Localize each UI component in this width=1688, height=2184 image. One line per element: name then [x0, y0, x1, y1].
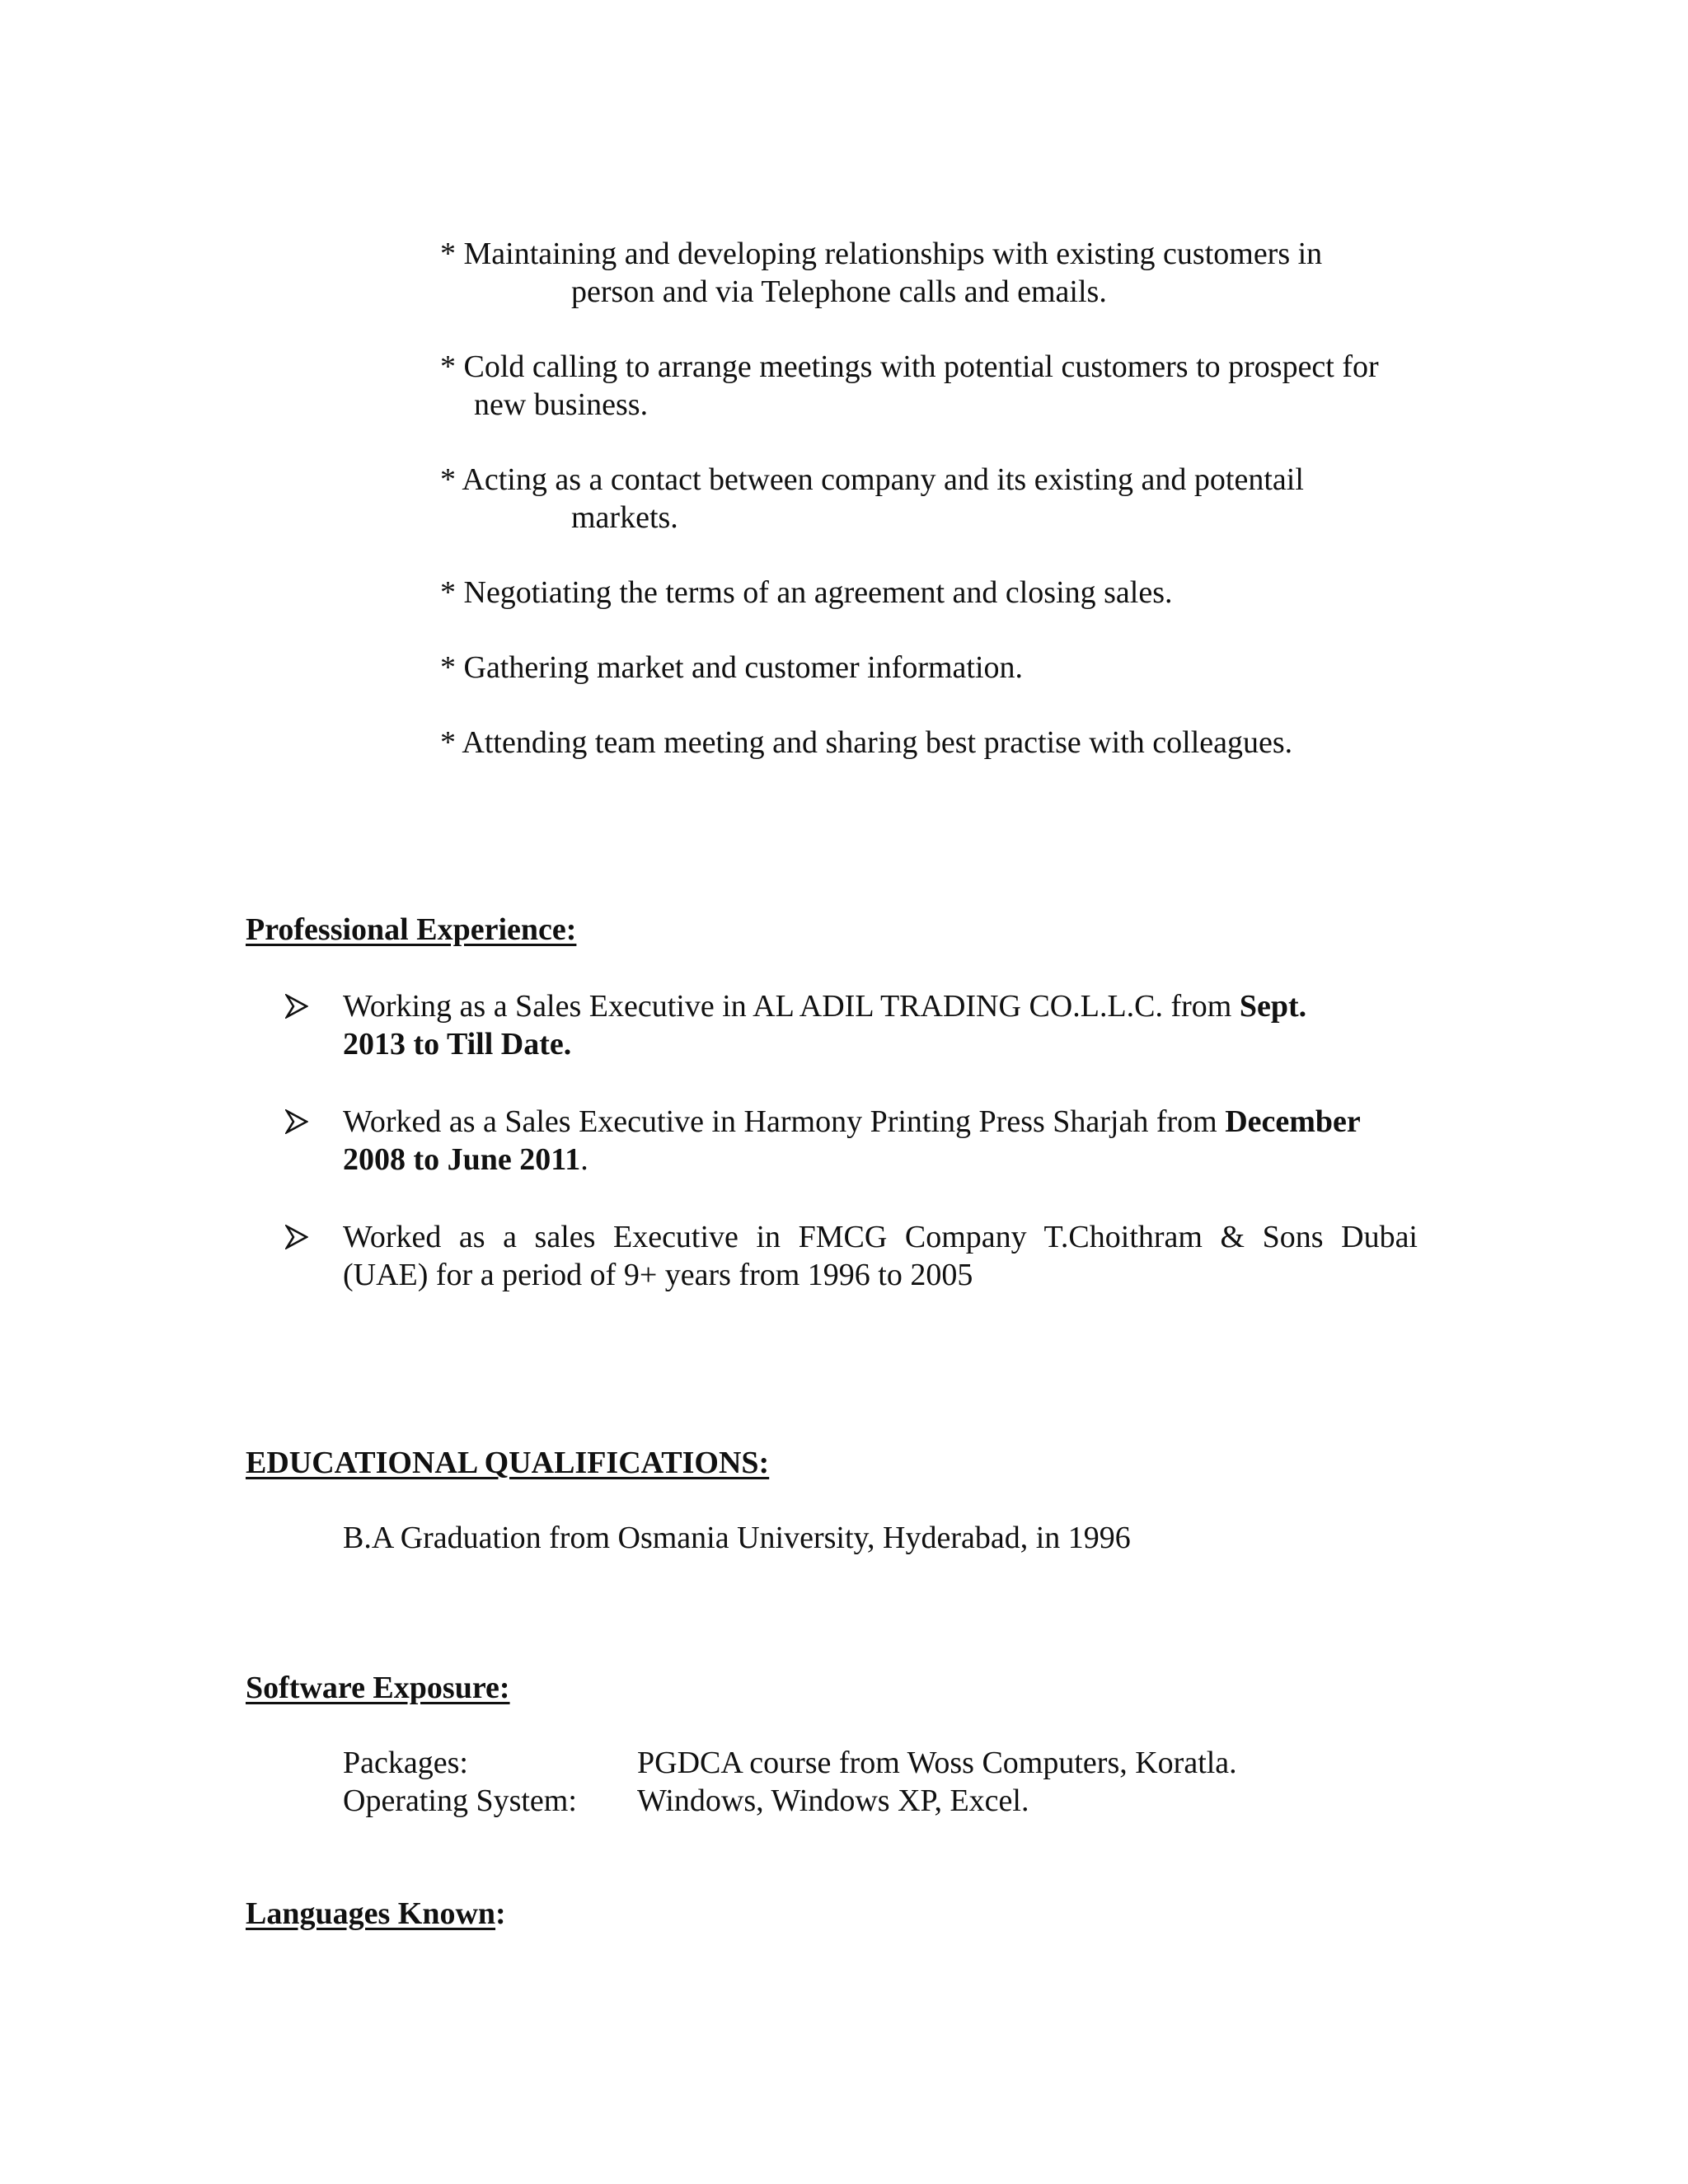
duty-3-line1: * Acting as a contact between company and its existing and potentail: [440, 462, 1304, 497]
duty-6: * Attending team meeting and sharing best practise with colleagues.: [440, 725, 1293, 760]
software-value-os: Windows, Windows XP, Excel.: [637, 1783, 1029, 1818]
experience-item-2-line2: 2008 to June 2011.: [343, 1142, 588, 1177]
experience-item-1-line2: 2013 to Till Date.: [343, 1027, 572, 1062]
duty-1-line2: person and via Telephone calls and emails.: [571, 274, 1107, 309]
education-heading: EDUCATIONAL QUALIFICATIONS:: [246, 1446, 770, 1480]
languages-colon: :: [495, 1896, 506, 1931]
arrow-bullet-icon: [285, 994, 308, 1019]
software-heading: Software Exposure:: [246, 1671, 510, 1705]
duty-2-line1: * Cold calling to arrange meetings with potential customers to prospect for: [440, 349, 1379, 384]
duty-2-line2: new business.: [474, 387, 649, 422]
experience-heading: Professional Experience:: [246, 912, 577, 947]
experience-item-1-line1: Working as a Sales Executive in AL ADIL TRADING CO.L.L.C. from Sept.: [343, 989, 1307, 1024]
education-text: B.A Graduation from Osmania University, Hyderabad, in 1996: [343, 1521, 1131, 1555]
duty-5: * Gathering market and customer information.: [440, 650, 1024, 685]
experience-item-2-line1: Worked as a Sales Executive in Harmony Printing Press Sharjah from December: [343, 1104, 1361, 1139]
duty-4: * Negotiating the terms of an agreement and closing sales.: [440, 575, 1173, 610]
experience-item-3-line2: (UAE) for a period of 9+ years from 1996 to 2005: [343, 1258, 973, 1292]
arrow-bullet-icon: [285, 1225, 308, 1249]
software-label-packages: Packages:: [343, 1746, 468, 1780]
duty-1-line1: * Maintaining and developing relationships with existing customers in: [440, 237, 1323, 271]
software-value-packages: PGDCA course from Woss Computers, Koratla.: [637, 1746, 1237, 1780]
languages-heading-row: [246, 1895, 506, 1933]
languages-heading: Languages Known: [246, 1896, 496, 1931]
experience-item-3-line1: Worked as a sales Executive in FMCG Company T.Choithram & Sons Dubai: [343, 1220, 1418, 1254]
duty-3-line2: markets.: [571, 500, 678, 535]
arrow-bullet-icon: [285, 1109, 308, 1134]
software-label-os: Operating System:: [343, 1783, 577, 1818]
